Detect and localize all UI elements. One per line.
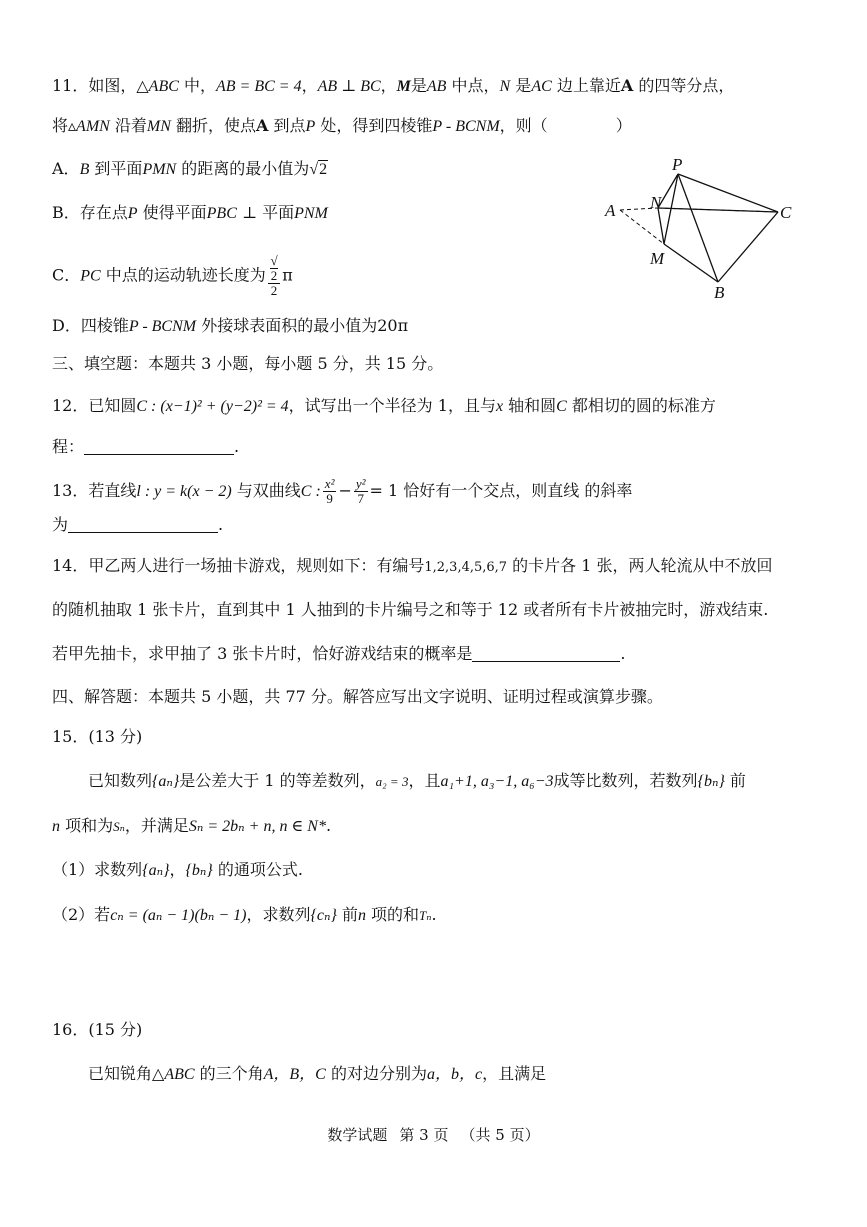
edge-BC [718, 212, 778, 282]
section-3-heading: 三、填空题：本题共 3 小题，每小题 5 分，共 15 分。 [52, 354, 444, 373]
dashed-edge-AM [620, 210, 664, 244]
q15-sub2: （2）若cₙ = (aₙ − 1)(bₙ − 1)，求数列{cₙ} 前n 项的和Tₙ. [52, 905, 437, 924]
label-P: P [672, 155, 683, 174]
edge-PC [678, 174, 778, 212]
edge-NM [658, 208, 664, 244]
q13-line1: 13．若直线l : y = k(x − 2) 与双曲线C : $\frac{\text{x²}}{9}$ − $\frac{\text{y²}}{7}$ = 1 恰好有一个交点，则直线 的斜率 [52, 476, 633, 506]
q13-line2: 为 . [52, 515, 224, 534]
q11-option-d: D．四棱锥P - BCNM 外接球表面积的最小值为20π [52, 316, 409, 335]
footer-total: （共 5 页） [460, 1126, 540, 1144]
q15-heading: 15．(13 分) [52, 727, 143, 746]
q15-para2: n 项和为Sₙ，并满足Sₙ = 2bₙ + n, n ∈ N*. [52, 816, 332, 835]
q14-line1: 14．甲乙两人进行一场抽卡游戏，规则如下：有编号1,2,3,4,5,6,7 的卡片各 1 张，两人轮流从中不放回 [52, 556, 773, 575]
q15-para1: 已知数列{aₙ}是公差大于 1 的等差数列，a₂ = 3，且a₁+1, a₃−1, a₆−3成等比数列，若数列{bₙ} 前 [88, 771, 746, 790]
q12-line1: 12．已知圆C : (x−1)² + (y−2)² = 4，试写出一个半径为 1，且与x 轴和圆C 都相切的圆的标准方 [52, 396, 716, 415]
q11-option-a: A．B 到平面PMN 的距离的最小值为√2 [52, 159, 328, 178]
q11-line1: 11．如图，△ABC 中，AB = BC = 4，AB ⊥ BC，M是AB 中点，N 是AC 边上靠近A 的四等分点， [52, 76, 735, 95]
label-A: A [605, 201, 616, 220]
edge-NC [658, 208, 778, 212]
sqrt-symbol: √2 [309, 161, 328, 178]
q11-option-b: B．存在点P 使得平面PBC ⊥ 平面PNM [52, 203, 328, 222]
label-N: N [650, 193, 662, 212]
footer-subject: 数学试题 [327, 1126, 388, 1144]
q14-line2: 的随机抽取 1 张卡片，直到其中 1 人抽到的卡片编号之和等于 12 或者所有卡片被抽完时，游戏结束. [52, 600, 769, 619]
q14-line3: 若甲先抽卡，求甲抽了 3 张卡片时，恰好游戏结束的概率是 . [52, 644, 626, 663]
section-4-heading: 四、解答题：本题共 5 小题，共 77 分。解答应写出文字说明、证明过程或演算步骤。 [52, 687, 663, 706]
q11-line2: 将▵AMN 沿着MN 翻折，使点A 到点P 处，得到四棱锥P - BCNM，则（ ） [52, 116, 632, 135]
q13-answer-blank[interactable] [68, 516, 218, 533]
q11-option-c: C．PC 中点的运动轨迹长度为 √ 2 2 π [52, 253, 293, 298]
q15-sub1: （1）求数列{aₙ}，{bₙ} 的通项公式. [52, 860, 303, 879]
fraction-sqrt2-over-2: √ 2 2 [268, 254, 281, 298]
pyramid-figure [600, 152, 800, 302]
label-C: C [780, 203, 792, 222]
label-M: M [650, 249, 665, 268]
q12-line2: 程： . [52, 437, 240, 456]
edge-PB [678, 174, 718, 282]
q12-answer-blank[interactable] [84, 438, 234, 455]
q16-para1: 已知锐角△ABC 的三个角A，B，C 的对边分别为a，b，c，且满足 [88, 1064, 547, 1083]
page-footer [0, 1124, 867, 1145]
label-B: B [714, 283, 725, 302]
edge-MB [664, 244, 718, 282]
q14-answer-blank[interactable] [472, 645, 620, 662]
footer-page: 第 3 页 [399, 1126, 449, 1144]
q16-heading: 16．(15 分) [52, 1020, 143, 1039]
